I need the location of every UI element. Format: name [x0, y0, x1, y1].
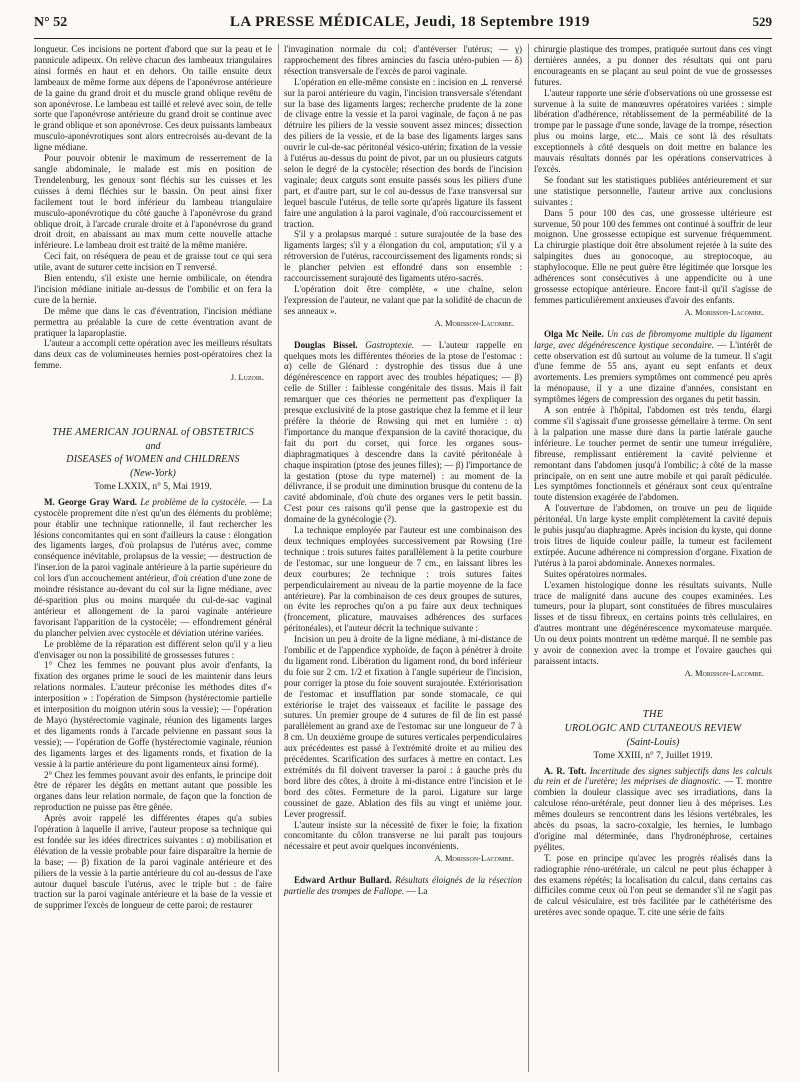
signature: A. Morisson-Lacombe. — [434, 317, 514, 328]
journal-title-conjunction: and — [145, 441, 161, 453]
journal-title-line-2: DISEASES of WOMEN and CHILDRENS — [66, 454, 240, 466]
paragraph: Le problème de la réparation est différent selon qu'il y a lieu d'envisager ou non la possibilité de grossesses futures : — [34, 638, 272, 660]
journal-title: THE AMERICAN JOURNAL of OBSTETRICS — [52, 427, 254, 439]
paragraph: chirurgie plastique des trompes, pratiquée surtout dans ces vingt dernières années, a pu donner des résultats qui ont paru encourageants en se plaçant au seul point de vue de grossesses futures. — [534, 44, 772, 87]
paragraph: Après avoir rappelé les différentes étapes qu'a subies l'opération à laquelle il arrive, l'auteur propose sa technique qui est fondée sur les idées directrices suivantes : α) mobilisation et élévation de la vessie probable pour faire disparaître la hernie de la base; — β) fixation de la paroi vaginale antérieure et des piliers de la vessie à la partie antérieure du col au-dessus de l'axe autour duquel bascule l'utérus, avec le triple but : de faire traction sur la paroi vaginale antérieure et la base de la vessie et de supprimer l'excès de longueur de cette paroi; de restaurer — [34, 813, 272, 911]
paragraph: 1° Chez les femmes ne pouvant plus avoir d'enfants, la fixation des organes prime le souci de les maintenir dans leurs relations normales. L'auteur préconise les méthodes dites d'« interposition » : l'opération de Simpson (hystérectomie partielle et interposition du moignon utérin sous la vessie); — l'opération de Mayo (hystérectomie vaginale, réunion des ligaments larges et des ligaments ronds à l'arcade pelvienne en passant sous la vessie); — l'opération de Goffe (hystérectomie vaginale, réunion des ligaments larges et des ligaments ronds, et fixation de la vessie à la partie antérieure du pont ligamenteux ainsi formé). — [34, 660, 272, 769]
journal-city: (New-York) — [130, 467, 176, 479]
signature: J. Luzoir. — [230, 372, 264, 383]
article-lead — [534, 766, 772, 853]
article-title: Un cas de fibromyome multiple du ligament large, avec dégénérescence kystique secondaire. — [534, 328, 772, 350]
article-author: Olga Mc Neile. — [544, 328, 604, 339]
paragraph: L'opération en elle-même consiste en : incision en ⊥ renversé sur la paroi antérieure du vagin, l'incision transversale s'étendant sur la base des ligaments larges; recherche prudente de la zone de clivage entre la vessie et la paroi vaginale, de façon à ne pas détruire les piliers de la vessie souvent assez minces; dissection des piliers de la vessie, et de la base des ligaments larges sans ouvrir le cul-de-sac péritonéal vésico-utérin; fixation de la vessie à l'utérus au-dessus du point de pivot, par un ou plusieurs catguts selon le degré de la cystocèle; résection des bords de l'incision vaginale; deux catguts sont ensuite passés sous les piliers d'une part, et d'autre part, sur le col au-dessus de l'axe transversal sur lequel bascule l'utérus, de telle sorte qu'après ligature ils fassent faire une angulation à la paroi vaginale, d'où raccourcissement et traction. — [284, 76, 522, 229]
journal-title-line-2: UROLOGIC AND CUTANEOUS REVIEW — [564, 723, 742, 735]
journal-issue: Tome XXIII, n° 7, Juillet 1919. — [593, 750, 713, 761]
paragraph: A son entrée à l'hôpital, l'abdomen est très tendu, élargi comme s'il s'agissait d'une grossesse gémellaire à terme. On sent à la palpation une masse dure dans la partie latérale gauche inférieure. Le toucher permet de sentir une tumeur irrégulière, fibreuse, remplissant entièrement la cavité pelvienne et remontant dans l'abdomen jusqu'à l'ombilic; à côté de la masse principale, on en sent une autre mobile et qui paraît pédiculée. Les symptômes fonctionnels et généraux sont ceux qu'entraîne toute distension exagérée de l'abdomen. — [534, 405, 772, 503]
paragraph: Dans 5 pour 100 des cas, une grossesse ultérieure est survenue, 50 pour 100 des femmes ont continué à souffrir de leur moignon. Une grossesse ectopique est survenue fréquemment. La chirurgie plastique doit être absolument rejetée à la suite des salpingites dues au gonocoque, au streptocoque, au staphylocoque. Elle ne peut guère être légitimée que lorsque les adhérences sont consécutives à une appendicite ou à une grossesse ectopique antérieure. Encore faut-il qu'il s'agisse de femmes particulièrement anxieuses d'avoir des enfants. — [534, 207, 772, 305]
paragraph: Se fondant sur les statistiques publiées antérieurement et sur une statistique personnelle, l'auteur arrive aux conclusions suivantes : — [534, 174, 772, 207]
paragraph: Bien entendu, s'il existe une hernie ombilicale, on étendra l'incision médiane initiale au-dessus de l'ombilic et on fera la cure de la hernie. — [34, 273, 272, 305]
article-text: — La cystocèle proprement dite n'est qu'un des éléments du problème; pour établir une technique rationnelle, il faut rechercher les lésions concomitantes qui en sont d'ailleurs la cause : élongation des ligaments larges, d'où prolapsus de l'utérus avec, comme conséquence inévitable, prolapsus de la vessie; — destruction de l'inser.ion de la paroi vaginale antérieure à la partie supérieure du col lors d'un accouchement antérieur, d'où création d'une zone de moindre résistance au-devant du col sur la ligne médiane, avec dé-sparition plus ou moins marquée du cul-de-sac vaginal antérieur et allongement de la paroi vaginale antérieure favorisant l'apparition de la cystocèle; — effondrement général du plancher pelvien avec cystocèle et déviation utérine variées. — [34, 496, 272, 638]
paragraph: T. pose en principe qu'avec les progrès réalisés dans la radiographie réno-urétérale, un calcul ne peut plus échapper à des examens répétés; la localisation du calcul, dans certains cas difficiles comme ceux où l'on peut se demander s'il ne s'agit pas de calcul vésiculaire, est très facilitée par le cathétérisme des uretères avec sonde opaque. T. cite une série de faits — [534, 852, 772, 918]
paragraph: La technique employée par l'auteur est une combinaison des deux techniques employées successivement par Rowsing (1re technique : trois sutures faites parallèlement à la petite courbure de l'estomac, sur une longueur de 7 cm., en laissant libres les deux courbures; 2e technique : trois sutures faites perpendiculairement au niveau de la partie moyenne de la face antérieure). Par la combinaison de ces deux groupes de sutures, on évite les reproches qu'on a pu faire aux deux techniques (froncement, plicature, mauvaises adhérences des surfaces péritonéales), et l'auteur décrit la technique suivante : — [284, 525, 522, 634]
paragraph: L'examen histologique donne les résultats suivants. Nulle trace de malignité dans aucune des coupes examinées. Les tumeurs, pour la plupart, sont constituées de fibres musculaires lisses et de tissu fibreux, en certains points très cellulaires, en d'autres montrant une dégénérescence myxomateuse marquée. Un ou deux points montrent un œdème marqué. Il ne semble pas y avoir de connexion avec la trompe et l'ovaire gauches qui paraissent intacts. — [534, 579, 772, 666]
paragraph: L'auteur a accompli cette opération avec les meilleurs résultats dans deux cas de volumineuses hernies post-opératoires chez la femme. — [34, 338, 272, 371]
article-text: — La — [406, 886, 428, 897]
signature: A. Morisson-Lacombe. — [684, 306, 764, 317]
article-text: — L'auteur rappelle en quelques mots les différentes théories de la ptose de l'estomac : α) celle de Glénard : dystrophie des tissus due à une dégénérescence en rapport avec des troubles hépatiques; — β) celle de Stiller : faiblesse congénitale des tissus. Mais il fait remarquer que ces théories ne permettent pas d'expliquer la presque exclusivité de la ptose gastrique chez la femme et il leur préfère la théorie de Rowsing qui met en lumière : α) l'importance du manque d'expansion de la cavité thoracique, du fait du port du corset, qui force les organes sous-diaphragmatiques à descendre dans la cavité péritonéale à chaque inspiration (ptose des jeunes filles); — β) l'importance de la gestation (ptose du type maternel) : au moment de la délivrance, il se produit une diminution brusque du contenu de la cavité abdominale, d'où chute des organes vers le petit bassin. C'est pour ces raisons qu'il pense que la gastropexie est du domaine de la gynécologie (?). — [284, 339, 522, 525]
masthead-title: LA PRESSE MÉDICALE, Jeudi, 18 Septembre 1919 — [229, 14, 590, 30]
article-lead — [34, 497, 272, 639]
journal-city: (Saint-Louis) — [626, 736, 680, 748]
article-author: M. George Gray Ward. — [44, 496, 138, 507]
article-lead — [284, 875, 522, 897]
article-lead — [534, 329, 772, 405]
issue-number: N° 52 — [34, 15, 68, 30]
paragraph: Ceci fait, on réséquera de peau et de graisse tout ce qui sera utile, avant de suturer cette incision en T renversé. — [34, 251, 272, 273]
paragraph: Incision un peu à droite de la ligne médiane, à mi-distance de l'ombilic et de l'appendice xyphoïde, de façon à pénétrer à droite du ligament rond. Libération du ligament rond, du bord inférieur du foie sur 2 cm. 1/2 et fixation à l'angle supérieur de l'incision, pour corriger la ptose du foie souvent surajoutée. Extériorisation de l'estomac et insufflation par sonde stomacale, ce qui extériorise le trajet des vaisseaux et facilite le passage des sutures. Un premier groupe de 4 sutures de fil de lin est passé parallèlement au grand axe de l'estomac sur une longueur de 7 à 8 cm. Un deuxième groupe de sutures verticales perpendiculaires aux précédentes est passé à l'extrémité droite et au milieu des précédentes. Scarification des surfaces à mettre en contact. Les extrémités du fil doivent traverser la paroi : à gauche près du bord libre des côtes, à droite à mi-distance entre l'incision et le bord des côtes. Fermeture de la paroi. Ligature sur large coussinet de gaze. Ablation des fils au vingt et unième jour. Lever progressif. — [284, 634, 522, 819]
column-1 — [34, 44, 272, 1074]
paragraph: Suites opératoires normales. — [544, 568, 647, 579]
article-text: — T. montre combien la douleur classique avec ses irradiations, dans la calculose réno-urétérale, peut donner lieu à des méprises. Les mêmes douleurs se rencontrent dans les lésions vertébrales, les abcès du psoas, la sacro-coxalgie, les hernies, le lumbago d'origine mal déterminée, dans l'hydronéphrose, certaines pyélites. — [534, 776, 772, 852]
paragraph: Pour pouvoir obtenir le maximum de resserrement de la sangle abdominale, le malade est mis en position de Trendelenburg, les genoux sont fléchis sur les cuisses et les cuisses à demi fléchies sur le bassin. On peut ainsi fixer facilement tout le bord inférieur du lambeau triangulaire musculo-aponévrotique du côté gauche à l'aponévrose du grand oblique droit, à l'arcade crurale droite et à l'aponévrose du grand droit droit, en abaissant au max mum cette nouvelle attache inférieure. Le lambeau droit est traité de la même manière. — [34, 153, 272, 251]
article-title: Résultats éloignés de la résection partielle des trompes de Fallope. — [284, 875, 522, 897]
paragraph: l'invagination normale du col; d'antéverser l'utérus; — γ) rapprochement des fibres amincies du fascia utéro-pubien — δ) résection transversale de l'excès de paroi vaginale. — [284, 44, 522, 76]
paragraph: L'auteur insiste sur la nécessité de fixer le foie; la fixation concomitante du côlon transverse ne lui paraît pas toujours nécessaire et peut avoir quelques inconvénients. — [284, 819, 522, 852]
paragraph: longueur. Ces incisions ne portent d'abord que sur la peau et le pannicule adipeux. On relève chacun des lambeaux triangulaires ainsi formés en haut et en dehors. On taille ensuite deux lambeaux de même forme aux dépens de l'aponévrose antérieure de la gaine du grand droit et du muscle grand oblique revêtu de son aponévrose. Le lambeau est taillé et relevé avec soin, de telle sorte que l'aponévrose antérieure du grand droit se continue avec le grand oblique et son aponévrose. Ces deux puissants lambeaux musculo-aponévrotiques sont alors entrecroisés au-devant de la ligne médiane. — [34, 44, 272, 153]
paragraph: 2° Chez les femmes pouvant avoir des enfants, le principe doit être de réparer les dégâts en mettant autant que possible les organes dans leur relation normale, de façon que la fonction de reproduction ne puisse pas être gênée. — [34, 769, 272, 813]
column-3 — [534, 44, 772, 1074]
signature: A. Morisson-Lacombe. — [434, 853, 514, 864]
article-title: Le problème de la cystocèle. — [140, 496, 248, 507]
article-lead — [284, 340, 522, 525]
journal-issue: Tome LXXIX, n° 5, Mai 1919. — [94, 481, 212, 492]
journal-title: THE — [642, 708, 664, 720]
article-author: Edward Arthur Bullard. — [294, 875, 392, 886]
article-author: Douglas Bissel. — [294, 339, 358, 350]
paragraph: L'auteur rapporte une série d'observations où une grossesse est survenue à la suite de manœuvres opératoires variées : simple libération d'adhérence, rétablissement de la perméabilité de la trompe par le passage d'une sonde, lavage de la trompe, résection plus ou moins large, etc... Mais ce sont là des résultats exceptionnels à côté desquels on doit mettre en balance les mauvais résultats donnés par les opérations conservatrices à l'excès. — [534, 87, 772, 174]
paragraph: A l'ouverture de l'abdomen, on trouve un peu de liquide péritonéal. Un large kyste emplit complètement la cavité depuis le pubis jusqu'au diaphragme. Après incision du kyste, qui donne trois litres de liquide couleur paille, la tumeur est facilement extirpée. Aucune adhérence ni compression d'organe. Fixation de l'utérus à la paroi abdominale. Annexes normales. — [534, 503, 772, 568]
article-author: A. R. Toft. — [544, 765, 587, 776]
article-title: Incertitude des signes subjectifs dans les calculs du rein et de l'uretère; les méprises de diagnostic. — [534, 765, 772, 787]
paragraph: S'il y a prolapsus marqué : suture surajoutée de la base des ligaments larges; s'il y a élongation du col, amputation; s'il y a rétroversion de l'utérus, raccourcissement des ligaments ronds; si le plancher pelvien est effondré dans son ensemble : raccourcissement surajouté des ligaments utéro-sacrés. — [284, 229, 522, 284]
column-2 — [284, 44, 522, 1074]
article-title: Gastroptexie. — [365, 339, 415, 350]
page-header — [34, 14, 772, 39]
paragraph: De même que dans le cas d'éventration, l'incision médiane permettra au préalable la cure de cette éventration avant de pratiquer la laparoplastie. — [34, 305, 272, 338]
paragraph: L'opération doit être complète, « une chaîne, selon l'expression de l'auteur, ne valant que par la solidité de chacun de ses anneaux ». — [284, 283, 522, 316]
article-text: — L'intérêt de cette observation est dû surtout au volume de la tumeur. Il s'agit d'une femme de 55 ans, ayant eu sept enfants et deux avortements. Les premiers symptômes ont commencé peu après la ménopause, il y a une dizaine d'années, consistant en symptômes légers de compression des organes du petit bassin. — [534, 339, 772, 405]
columns — [34, 44, 772, 1074]
page-number: 529 — [752, 14, 772, 29]
signature: A. Morisson-Lacombe. — [684, 667, 764, 678]
